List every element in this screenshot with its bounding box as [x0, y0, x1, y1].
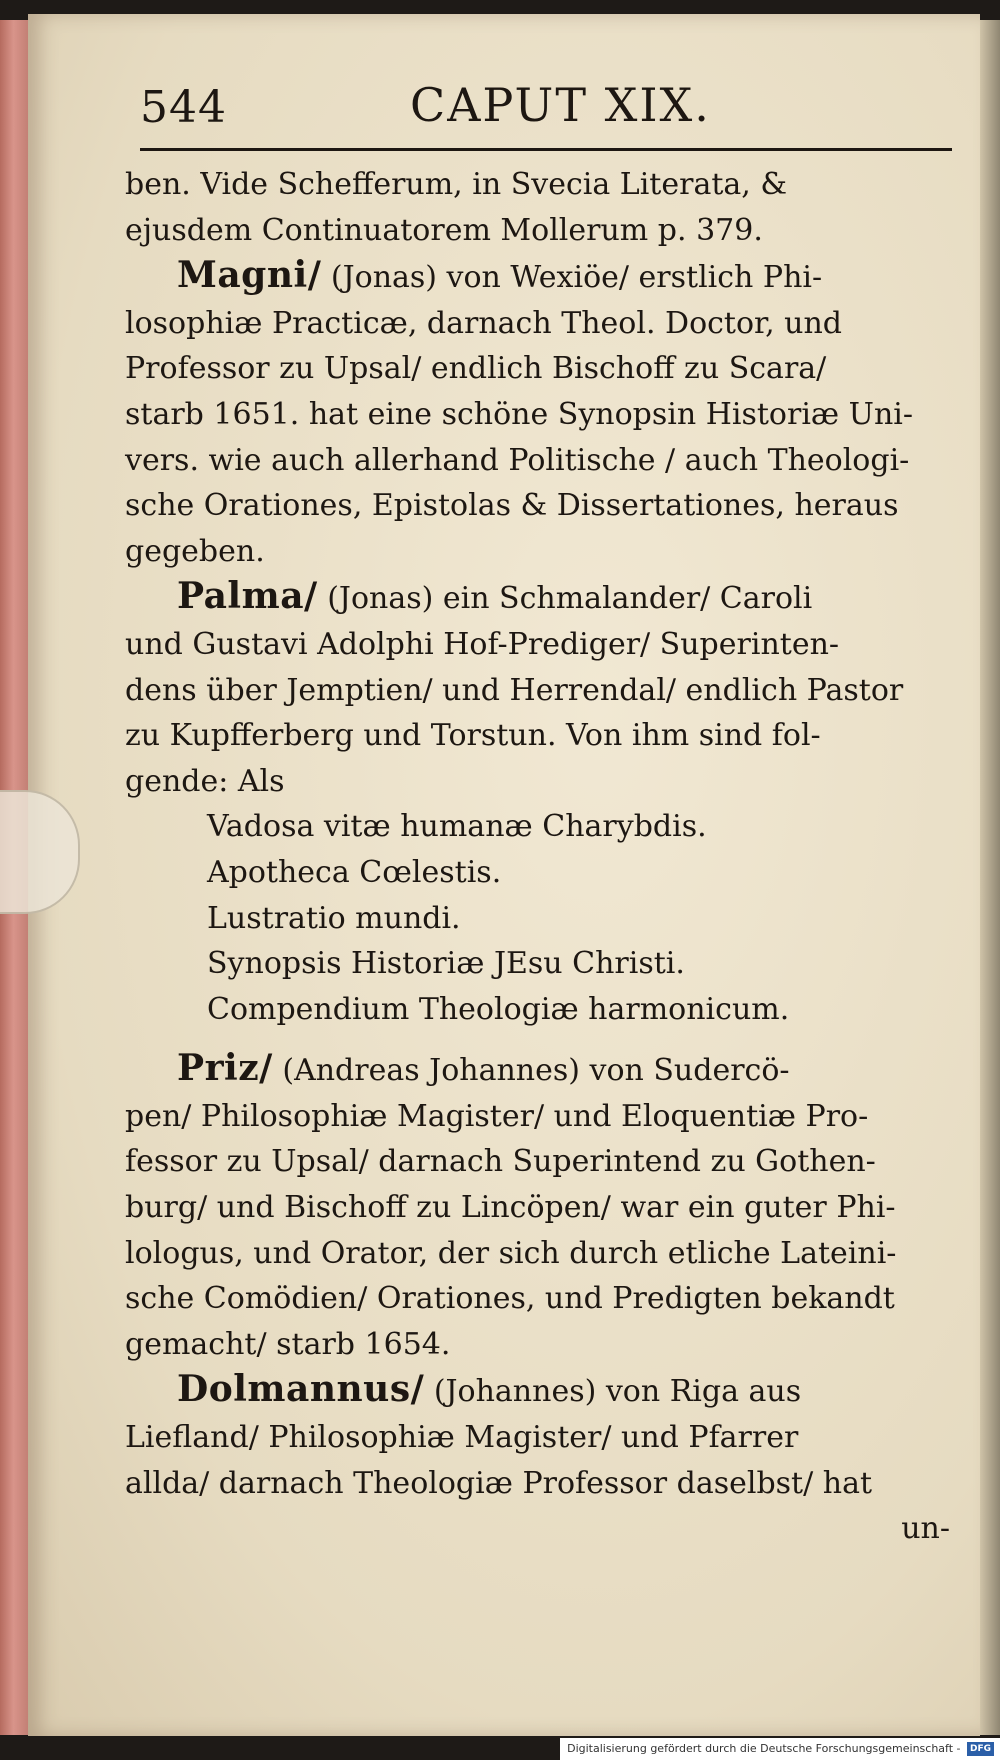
text-line: zu Kupfferberg und Torstun. Von ihm sind fol- [125, 718, 821, 754]
text-line: fessor zu Upsal/ darnach Superintend zu Gothen- [125, 1144, 876, 1180]
entry-magni [125, 253, 960, 574]
page-body [125, 162, 960, 1552]
page-number: 544 [140, 82, 227, 133]
digitization-credit [560, 1738, 1000, 1760]
text-line: Professor zu Upsal/ endlich Bischoff zu Scara/ [125, 351, 827, 387]
entry-priz [125, 1046, 960, 1367]
work-title: Lustratio mundi. [207, 900, 461, 936]
work-title: Compendium Theologiæ harmonicum. [207, 991, 790, 1027]
text-line: ben. Vide Schefferum, in Svecia Literata, & [125, 167, 788, 202]
text-line: und Gustavi Adolphi Hof-Prediger/ Superinten- [125, 626, 840, 662]
text-line: (Jonas) von Wexiöe/ erstlich Phi- [330, 260, 823, 296]
text-line: losophiæ Practicæ, darnach Theol. Doctor, und [125, 305, 843, 341]
text-line: dens über Jemptien/ und Herrendal/ endlich Pastor [125, 672, 904, 708]
credit-text: Digitalisierung gefördert durch die Deutsche Forschungsgemeinschaft - [567, 1742, 961, 1755]
work-title: Synopsis Historiæ JEsu Christi. [207, 946, 685, 982]
text-line: gegeben. [125, 533, 265, 569]
paragraph-continuation [125, 162, 960, 253]
text-line: pen/ Philosophiæ Magister/ und Eloquentiæ Pro- [125, 1098, 869, 1134]
text-line: gende: Als [125, 763, 285, 799]
entry-name: Priz/ [177, 1047, 273, 1090]
entry-palma [125, 574, 960, 804]
entry-name: Palma/ [177, 575, 318, 618]
running-title: CAPUT XIX. [410, 78, 711, 132]
text-line: lologus, und Orator, der sich durch etliche Lateini- [125, 1235, 897, 1271]
page-edge [980, 20, 1000, 1735]
text-line: starb 1651. hat eine schöne Synopsin Historiæ Uni- [125, 396, 913, 432]
work-title: Apotheca Cœlestis. [207, 854, 502, 890]
text-line: sche Comödien/ Orationes, und Predigten bekandt [125, 1281, 895, 1317]
work-title: Vadosa vitæ humanæ Charybdis. [207, 809, 707, 845]
text-line: ejusdem Continuatorem Mollerum p. 379. [125, 212, 763, 248]
entry-name: Dolmannus/ [177, 1368, 425, 1411]
text-line: (Johannes) von Riga aus [433, 1374, 802, 1410]
catchword: un- [901, 1511, 950, 1547]
text-line: burg/ und Bischoff zu Lincöpen/ war ein guter Phi- [125, 1190, 896, 1226]
page-content [95, 70, 975, 1547]
text-line: gemacht/ starb 1654. [125, 1326, 451, 1362]
entry-name: Magni/ [177, 254, 322, 297]
page-header [95, 70, 975, 150]
header-rule [140, 148, 952, 151]
text-line: (Andreas Johannes) von Sudercö- [282, 1053, 790, 1089]
dfg-logo-icon: DFG [967, 1742, 994, 1756]
text-line: vers. wie auch allerhand Politische / auch Theologi- [125, 442, 910, 478]
text-line: allda/ darnach Theologiæ Professor daselbst/ hat [125, 1465, 873, 1501]
text-line: sche Orationes, Epistolas & Dissertationes, heraus [125, 488, 899, 524]
entry-dolmannus [125, 1367, 960, 1506]
text-line: Liefland/ Philosophiæ Magister/ und Pfarrer [125, 1420, 799, 1456]
works-list [125, 804, 960, 1032]
text-line: (Jonas) ein Schmalander/ Caroli [327, 581, 813, 617]
